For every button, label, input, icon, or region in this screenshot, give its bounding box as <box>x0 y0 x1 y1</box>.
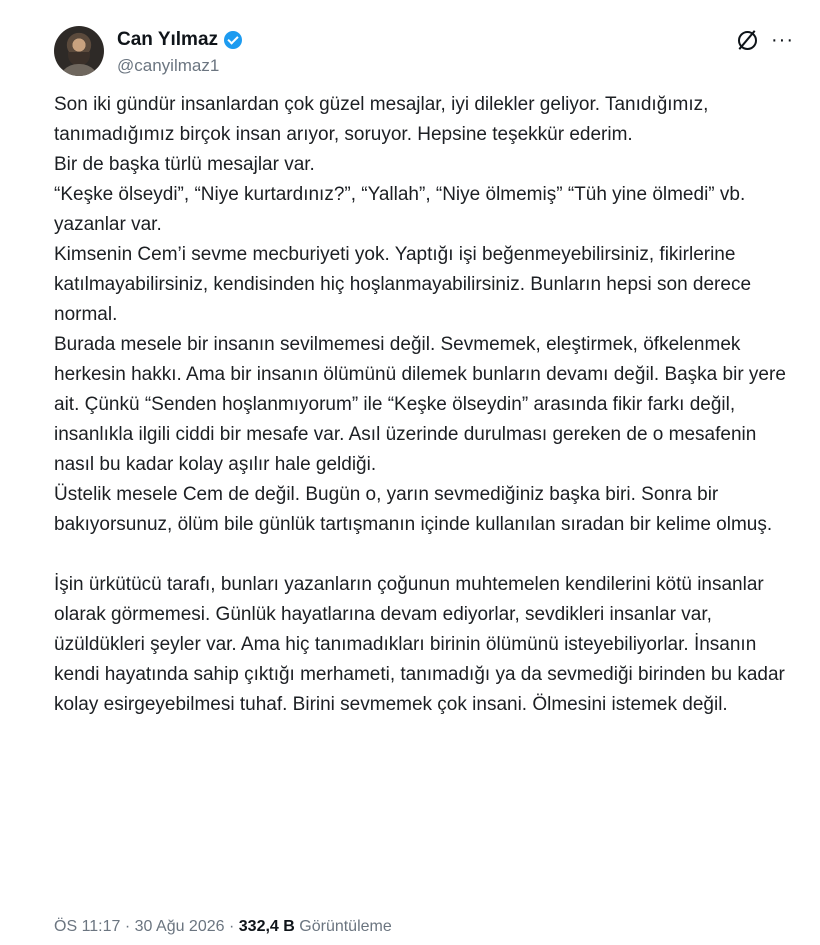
meta-separator: · <box>124 918 131 935</box>
author-display-name[interactable]: Can Yılmaz <box>117 29 219 50</box>
verified-badge-icon <box>224 31 242 49</box>
tweet-meta <box>54 918 392 936</box>
tweet-text <box>54 90 794 720</box>
tweet-header <box>54 20 794 82</box>
tweet-line: İşin ürkütücü tarafı, bunları yazanların çoğunun muhtemelen kendilerini kötü insanlar olarak görmemesi. Günlük hayatlarına devam ediyorlar, sevdikleri insanlar var, üzüldükleri şeyler var. Ama hiç tanımadıkları birinin ölümünü isteyebiliyorlar. İnsanın kendi hayatında sahip çıktığı merhameti, tanımadığı ya da sevmediği birinden bu kadar kolay esirgeyebilmesi tuhaf. Birini sevmemek çok insani. Ölmesini istemek değil. <box>54 574 785 715</box>
tweet-date[interactable]: 30 Ağu 2026 <box>134 918 225 935</box>
tweet-line: “Keşke ölseydi”, “Niye kurtardınız?”, “Yallah”, “Niye ölmemiş” “Tüh yine ölmedi” vb. yazanlar var. <box>54 184 746 235</box>
views-label: Görüntüleme <box>299 918 392 935</box>
author-handle[interactable]: @canyilmaz1 <box>117 56 220 75</box>
more-options-icon[interactable]: ··· <box>771 29 794 51</box>
author-name-row <box>117 29 242 51</box>
meta-separator: · <box>228 918 235 935</box>
views-count: 332,4 B <box>238 918 295 935</box>
paragraph-gap <box>54 540 794 570</box>
avatar[interactable] <box>54 26 104 76</box>
grok-icon[interactable] <box>738 31 757 50</box>
tweet-line: Burada mesele bir insanın sevilmemesi değil. Sevmemek, eleştirmek, öfkelenmek herkesin hakkı. Ama bir insanın ölümünü dilemek bunların devamı değil. Başka bir yere ait. Çünkü “Senden hoşlanmıyorum” ile “Keşke ölseydin” arasında fikir farkı değil, insanlıkla ilgili ciddi bir mesafe var. Asıl üzerinde durulması gereken de o mesafenin nasıl bu kadar kolay aşılır hale geldiği. <box>54 334 786 475</box>
tweet-time[interactable]: ÖS 11:17 <box>54 918 121 935</box>
avatar-shoulders <box>58 64 100 76</box>
header-actions <box>738 30 794 50</box>
tweet-line: Kimsenin Cem’i sevme mecburiyeti yok. Yaptığı işi beğenmeyebilirsiniz, fikirlerine katılmayabilirsiniz, kendisinden hiç hoşlanmayabilirsiniz. Bunların hepsi son derece normal. <box>54 244 752 325</box>
tweet-line: Üstelik mesele Cem de değil. Bugün o, yarın sevmediğiniz başka biri. Sonra bir bakıyorsunuz, ölüm bile günlük tartışmanın içinde kullanılan sıradan bir kelime olmuş. <box>54 484 773 535</box>
tweet-line: Bir de başka türlü mesajlar var. <box>54 154 315 175</box>
tweet-line: Son iki gündür insanlardan çok güzel mesajlar, iyi dilekler geliyor. Tanıdığımız, tanımadığımız birçok insan arıyor, soruyor. Hepsine teşekkür ederim. <box>54 94 709 145</box>
